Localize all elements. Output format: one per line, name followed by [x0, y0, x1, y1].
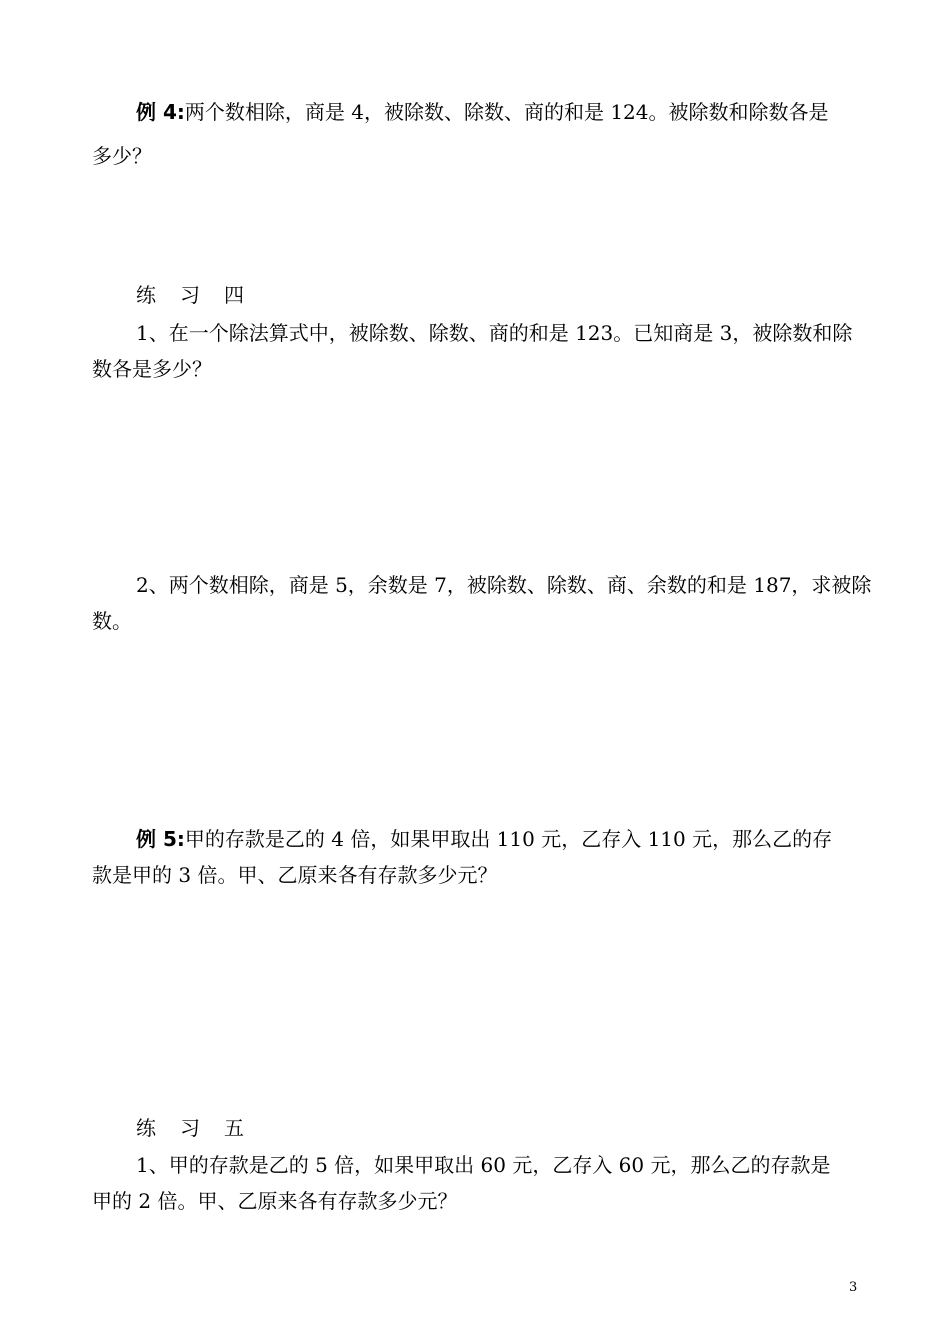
example-5-line-2: 款是甲的 3 倍。甲、乙原来各有存款多少元？: [92, 863, 498, 887]
example-5-text-1: 甲的存款是乙的 4 倍，如果甲取出 110 元，乙存入 110 元，那么乙的存: [184, 827, 833, 851]
exercise-4-heading-char-2: 习: [180, 283, 200, 307]
example-4-text-1: 两个数相除，商是 4，被除数、除数、商的和是 124。被除数和除数各是: [184, 100, 829, 124]
exercise-5-heading: [136, 1116, 268, 1140]
exercise-4-q1-line-2: 数各是多少？: [92, 357, 212, 381]
exercise-4-heading-char-1: 练: [136, 283, 156, 307]
page-number: 3: [849, 1280, 858, 1295]
exercise-4-q2-line-1: 2、两个数相除，商是 5，余数是 7，被除数、除数、商、余数的和是 187，求被除: [136, 573, 872, 597]
exercise-4-heading: [136, 283, 268, 307]
exercise-4-q2-line-2: 数。: [92, 609, 132, 633]
exercise-5-q1-line-2: 甲的 2 倍。甲、乙原来各有存款多少元？: [92, 1189, 458, 1213]
exercise-5-q1-line-1: 1、甲的存款是乙的 5 倍，如果甲取出 60 元，乙存入 60 元，那么乙的存款是: [136, 1153, 831, 1177]
exercise-5-heading-char-1: 练: [136, 1116, 156, 1140]
exercise-4-heading-char-3: 四: [224, 283, 244, 307]
exercise-5-heading-char-2: 习: [180, 1116, 200, 1140]
example-5-label: 例 5:: [136, 827, 185, 851]
example-4-line-2: 多少？: [92, 144, 152, 168]
example-4-label: 例 4:: [136, 100, 185, 124]
exercise-4-q1-line-1: 1、在一个除法算式中，被除数、除数、商的和是 123。已知商是 3，被除数和除: [136, 321, 853, 345]
exercise-5-heading-char-3: 五: [224, 1116, 244, 1140]
example-5-line-1: [136, 827, 864, 851]
example-4-line-1: [136, 100, 864, 124]
